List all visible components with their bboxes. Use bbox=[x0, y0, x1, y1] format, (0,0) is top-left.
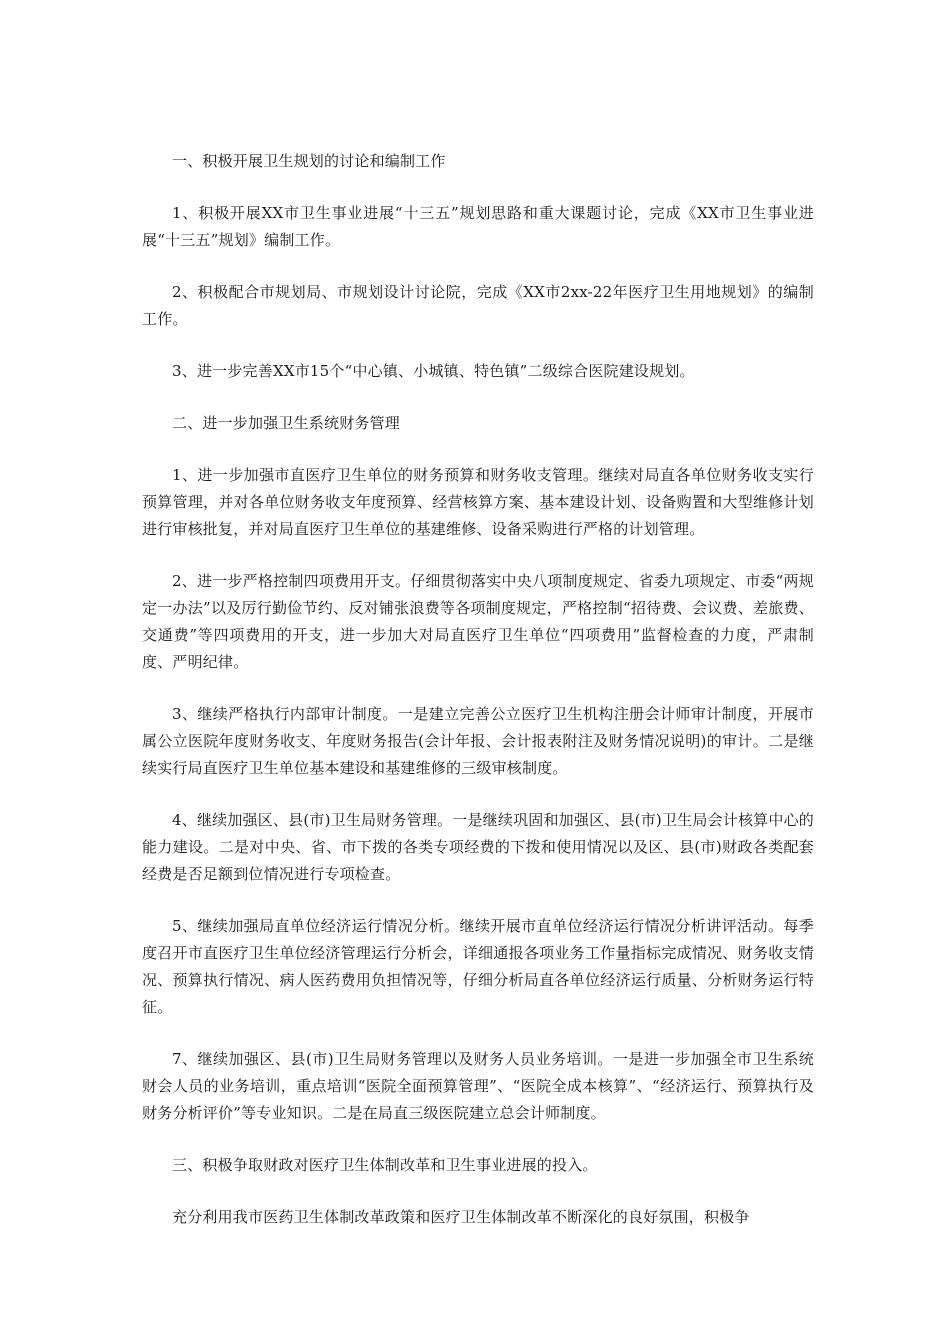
paragraph-2-7: 7、继续加强区、县(市)卫生局财务管理以及财务人员业务培训。一是进一步加强全市卫生系统财会人员的业务培训，重点培训“医院全面预算管理”、“医院全成本核算”、“经济运行、预算执行及财务分析评价”等专业知识。二是在局直三级医院建立总会计师制度。 bbox=[142, 1050, 814, 1122]
section-heading-2: 二、进一步加强卫生系统财务管理 bbox=[172, 414, 401, 432]
section-heading-1: 一、积极开展卫生规划的讨论和编制工作 bbox=[172, 152, 446, 170]
paragraph-2-4: 4、继续加强区、县(市)卫生局财务管理。一是继续巩固和加强区、县(市)卫生局会计核算中心的能力建设。二是对中央、省、市下拨的各类专项经费的下拨和使用情况以及区、县(市)财政各类配套经费是否足额到位情况进行专项检查。 bbox=[142, 811, 814, 883]
paragraph-2-5: 5、继续加强局直单位经济运行情况分析。继续开展市直单位经济运行情况分析讲评活动。每季度召开市直医疗卫生单位经济管理运行分析会，详细通报各项业务工作量指标完成情况、财务收支情况、预算执行情况、病人医药费用负担情况等，仔细分析局直各单位经济运行质量、分析财务运行特征。 bbox=[142, 917, 814, 1016]
paragraph-3-1: 充分利用我市医药卫生体制改革政策和医疗卫生体制改革不断深化的良好氛围，积极争 bbox=[172, 1208, 750, 1226]
paragraph-2-2: 2、进一步严格控制四项费用开支。仔细贯彻落实中央八项制度规定、省委九项规定、市委“两规定一办法”以及厉行勤俭节约、反对铺张浪费等各项制度规定，严格控制“招待费、会议费、差旅费、交通费”等四项费用的开支，进一步加大对局直医疗卫生单位“四项费用”监督检查的力度，严肃制度、严明纪律。 bbox=[142, 572, 814, 671]
paragraph-1-1: 1、积极开展XX市卫生事业进展“十三五”规划思路和重大课题讨论，完成《XX市卫生事业进展“十三五”规划》编制工作。 bbox=[142, 204, 814, 249]
paragraph-1-2: 2、积极配合市规划局、市规划设计讨论院，完成《XX市2xx-22年医疗卫生用地规划》的编制工作。 bbox=[142, 283, 814, 328]
section-heading-3: 三、积极争取财政对医疗卫生体制改革和卫生事业进展的投入。 bbox=[172, 1156, 598, 1174]
paragraph-1-3: 3、进一步完善XX市15个“中心镇、小城镇、特色镇”二级综合医院建设规划。 bbox=[172, 362, 695, 380]
paragraph-2-3: 3、继续严格执行内部审计制度。一是建立完善公立医疗卫生机构注册会计师审计制度，开展市属公立医院年度财务收支、年度财务报告(会计年报、会计报表附注及财务情况说明)的审计。二是继续实行局直医疗卫生单位基本建设和基建维修的三级审核制度。 bbox=[142, 705, 814, 777]
document-body bbox=[142, 148, 814, 1256]
paragraph-2-1: 1、进一步加强市直医疗卫生单位的财务预算和财务收支管理。继续对局直各单位财务收支实行预算管理，并对各单位财务收支年度预算、经营核算方案、基本建设计划、设备购置和大型维修计划进行审核批复，并对局直医疗卫生单位的基建维修、设备采购进行严格的计划管理。 bbox=[142, 466, 814, 538]
